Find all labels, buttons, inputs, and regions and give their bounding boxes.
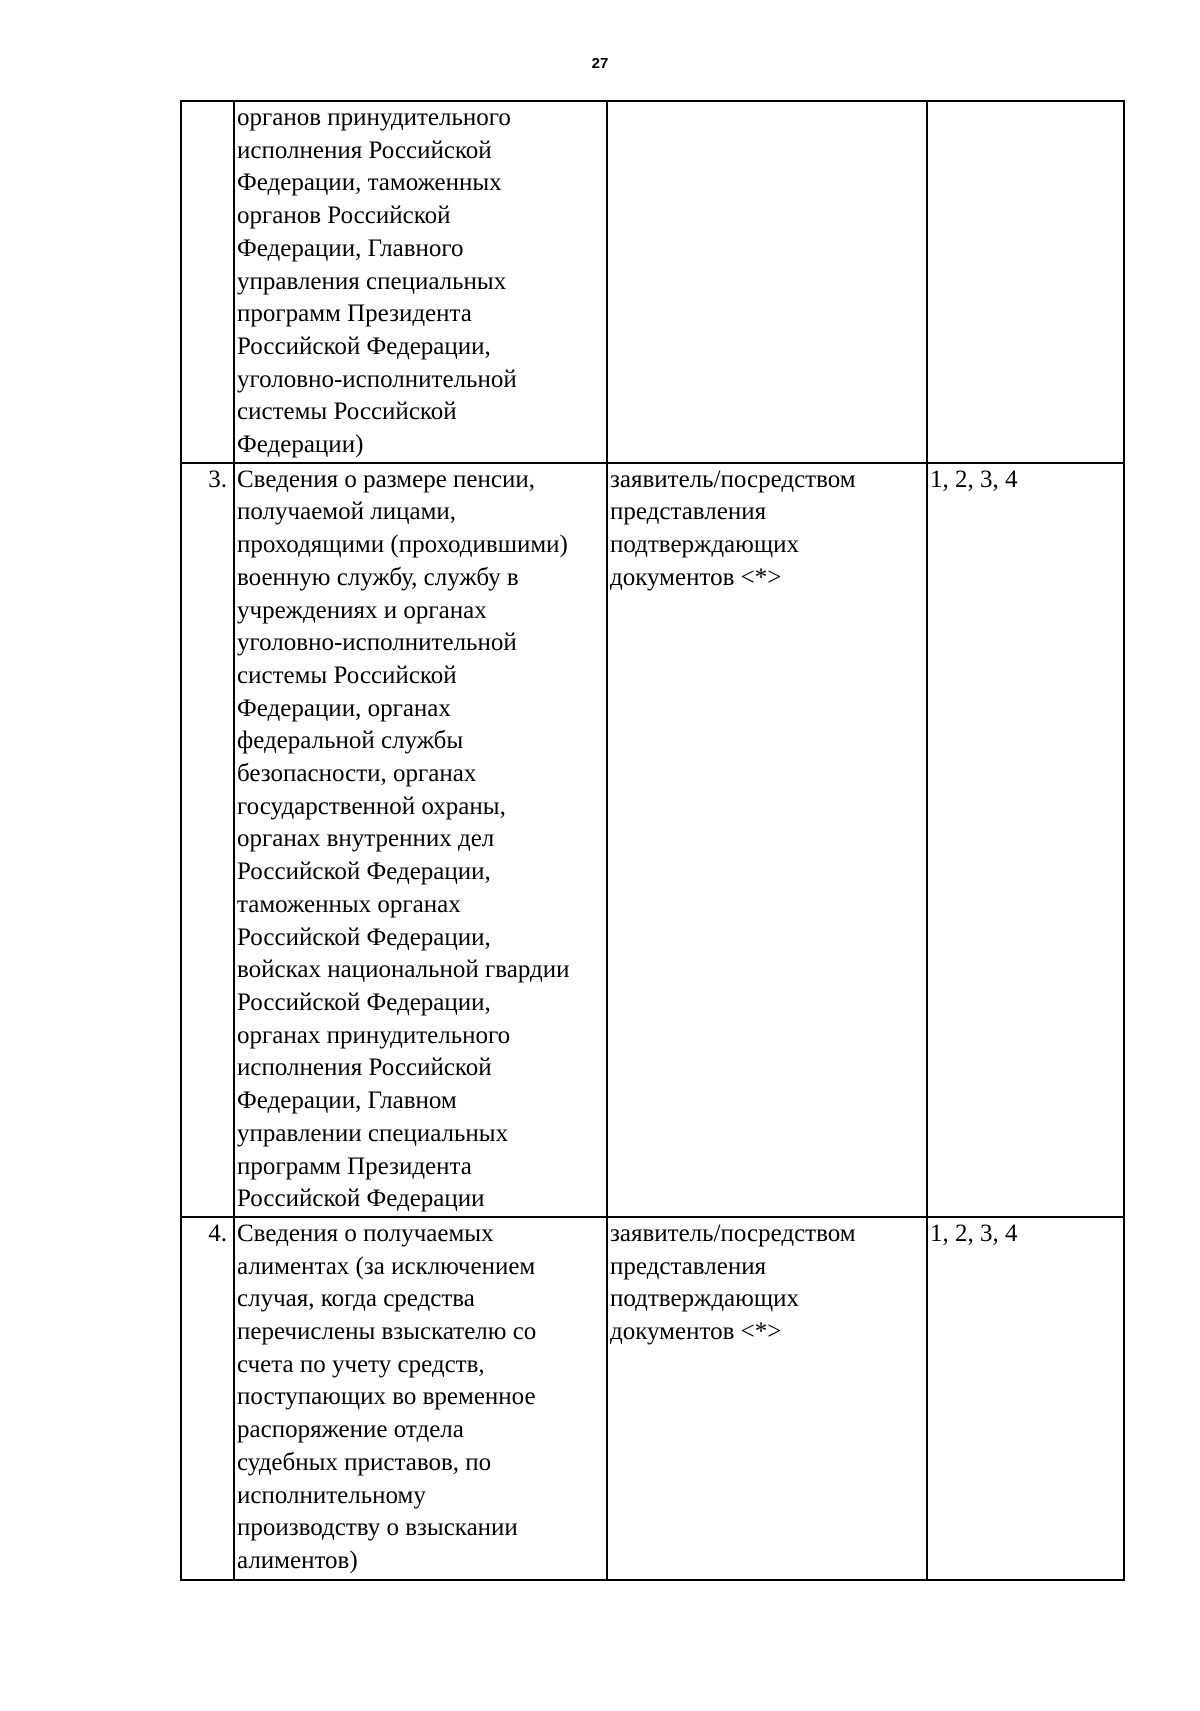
table-row <box>181 1217 1124 1580</box>
table-row <box>181 463 1124 1217</box>
description-cell: органов принудительного исполнения Российской Федерации, таможенных органов Российской Федерации, Главного управления специальных программ Президента Российской Федерации, уголовно-исполнительной системы Российской Федерации) <box>234 101 607 463</box>
row-number-cell: 3. <box>181 463 234 1217</box>
row-number-cell: 4. <box>181 1217 234 1580</box>
table-row <box>181 101 1124 463</box>
description-cell: Сведения о размере пенсии, получаемой лицами, проходящими (проходившими) военную службу, службу в учреждениях и органах уголовно-исполнительной системы Российской Федерации, органах федеральной службы безопасности, органах государственной охраны, органах внутренних дел Российской Федерации, таможенных органах Российской Федерации, войсках национальной гвардии Российской Федерации, органах принудительного исполнения Российской Федерации, Главном управлении специальных программ Президента Российской Федерации <box>234 463 607 1217</box>
source-cell: заявитель/посредством представления подтверждающих документов <*> <box>607 463 927 1217</box>
source-cell <box>607 101 927 463</box>
references-cell: 1, 2, 3, 4 <box>927 1217 1124 1580</box>
references-cell <box>927 101 1124 463</box>
requirements-table <box>180 100 1125 1581</box>
row-number-cell <box>181 101 234 463</box>
page-number: 27 <box>591 55 609 72</box>
source-cell: заявитель/посредством представления подтверждающих документов <*> <box>607 1217 927 1580</box>
description-cell: Сведения о получаемых алиментах (за исключением случая, когда средства перечислены взыскателю со счета по учету средств, поступающих во временное распоряжение отдела судебных приставов, по исполнительному производству о взыскании алиментов) <box>234 1217 607 1580</box>
references-cell: 1, 2, 3, 4 <box>927 463 1124 1217</box>
